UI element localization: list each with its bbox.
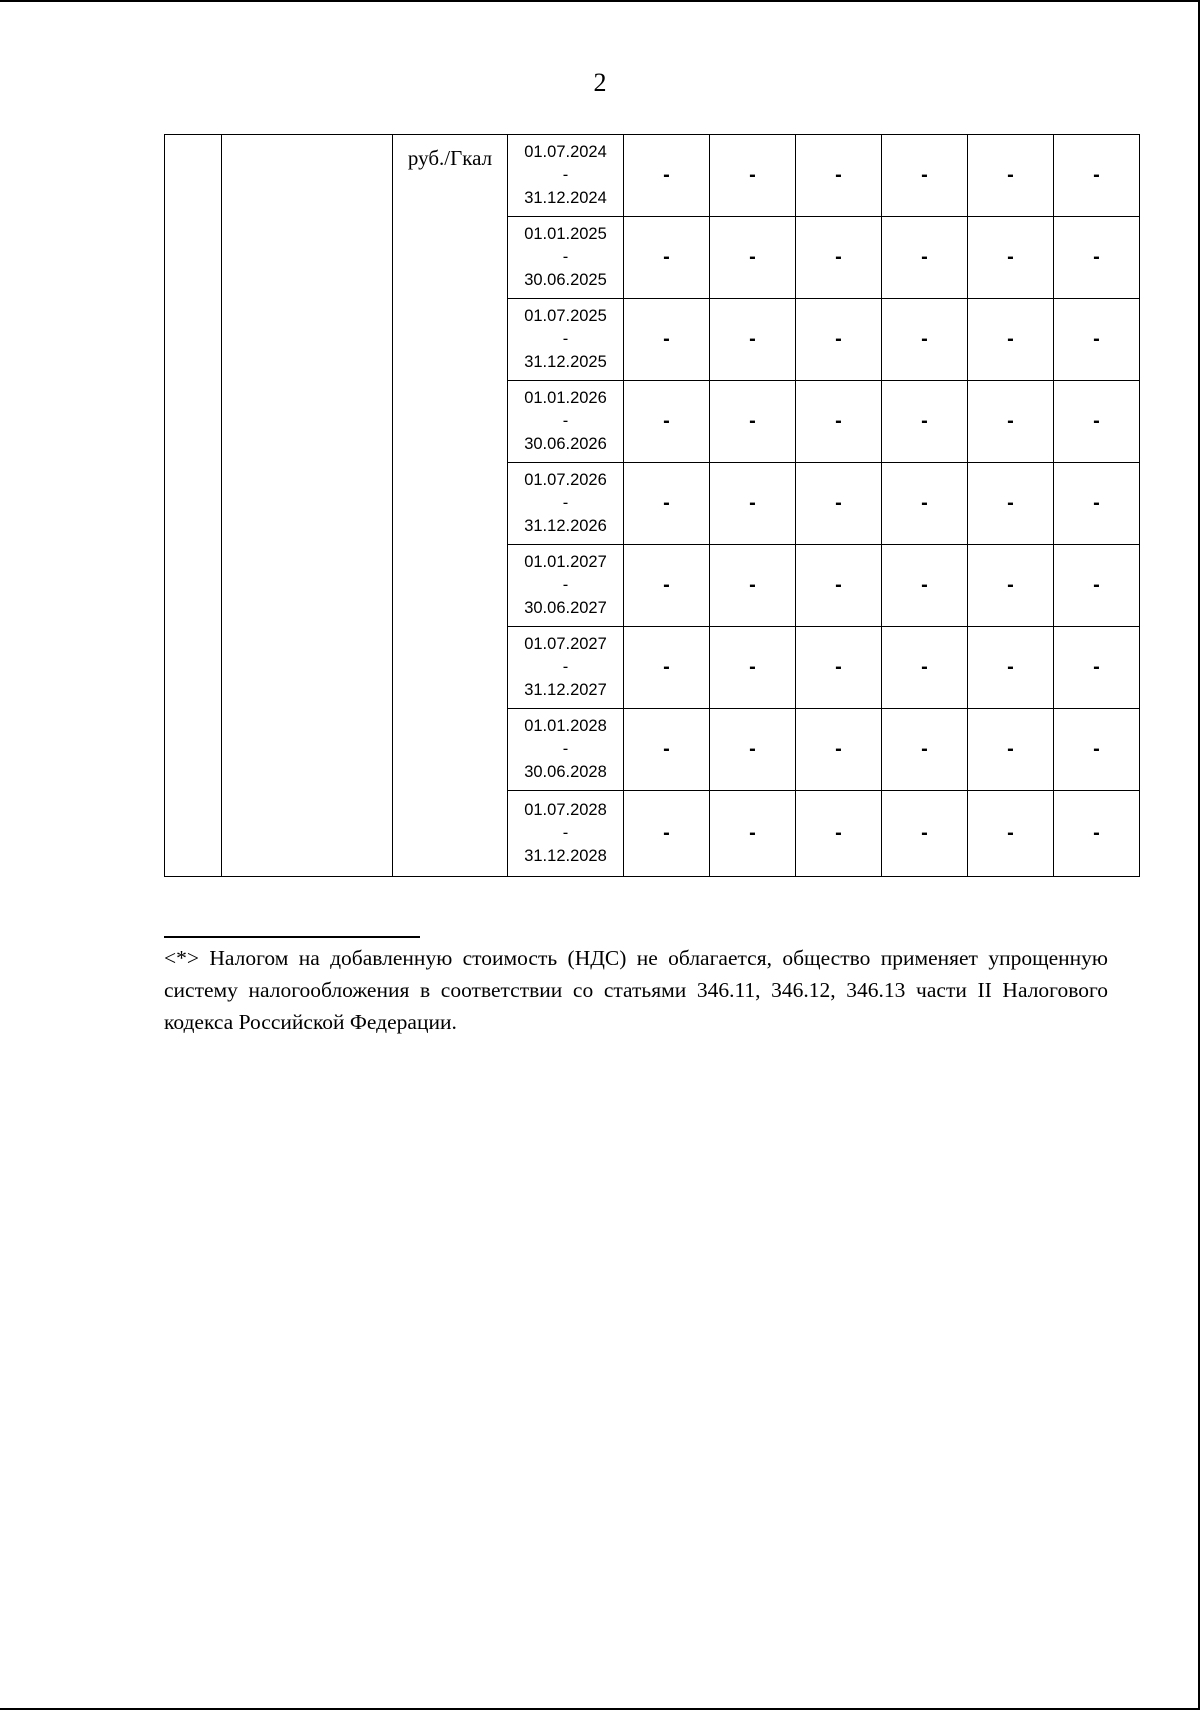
value-cell: - bbox=[1054, 135, 1140, 217]
period-separator: - bbox=[562, 740, 569, 758]
value-cell: - bbox=[968, 791, 1054, 877]
value-cell: - bbox=[710, 791, 796, 877]
value-cell: - bbox=[796, 299, 882, 381]
table-row bbox=[165, 135, 1140, 217]
period-separator: - bbox=[562, 166, 569, 184]
value-cell: - bbox=[968, 709, 1054, 791]
value-cell: - bbox=[710, 217, 796, 299]
period-separator: - bbox=[562, 494, 569, 512]
period-separator: - bbox=[562, 330, 569, 348]
period-from: 01.07.2025 bbox=[524, 307, 607, 325]
period-cell bbox=[508, 135, 624, 217]
table-body bbox=[165, 135, 1140, 877]
value-cell: - bbox=[882, 299, 968, 381]
row-number-cell bbox=[165, 135, 222, 877]
value-cell: - bbox=[624, 381, 710, 463]
period-to: 31.12.2027 bbox=[524, 681, 607, 699]
period-from: 01.07.2024 bbox=[524, 143, 607, 161]
period-from: 01.01.2026 bbox=[524, 389, 607, 407]
value-cell: - bbox=[624, 709, 710, 791]
value-cell: - bbox=[968, 545, 1054, 627]
period-cell bbox=[508, 709, 624, 791]
value-cell: - bbox=[710, 463, 796, 545]
period-cell bbox=[508, 217, 624, 299]
period-to: 30.06.2025 bbox=[524, 271, 607, 289]
value-cell: - bbox=[1054, 217, 1140, 299]
value-cell: - bbox=[1054, 299, 1140, 381]
value-cell: - bbox=[710, 299, 796, 381]
value-cell: - bbox=[624, 463, 710, 545]
value-cell: - bbox=[1054, 627, 1140, 709]
value-cell: - bbox=[624, 627, 710, 709]
value-cell: - bbox=[882, 217, 968, 299]
item-name-cell bbox=[222, 135, 393, 877]
value-cell: - bbox=[882, 463, 968, 545]
footnote-text: <*> Налогом на добавленную стоимость (НДС) не облагается, общество применяет упрощенную систему налогообложения в соответствии со статьями 346.11, 346.12, 346.13 части II Налогового кодекса Российской Федерации. bbox=[164, 946, 1108, 1034]
value-cell: - bbox=[968, 381, 1054, 463]
period-to: 31.12.2024 bbox=[524, 189, 607, 207]
period-to: 30.06.2028 bbox=[524, 763, 607, 781]
tariff-table bbox=[164, 134, 1140, 877]
value-cell: - bbox=[624, 545, 710, 627]
value-cell: - bbox=[968, 627, 1054, 709]
value-cell: - bbox=[968, 299, 1054, 381]
period-from: 01.07.2027 bbox=[524, 635, 607, 653]
period-from: 01.01.2027 bbox=[524, 553, 607, 571]
value-cell: - bbox=[1054, 545, 1140, 627]
value-cell: - bbox=[796, 627, 882, 709]
value-cell: - bbox=[1054, 791, 1140, 877]
value-cell: - bbox=[968, 463, 1054, 545]
value-cell: - bbox=[710, 627, 796, 709]
value-cell: - bbox=[624, 299, 710, 381]
period-to: 31.12.2025 bbox=[524, 353, 607, 371]
period-to: 30.06.2026 bbox=[524, 435, 607, 453]
period-separator: - bbox=[562, 824, 569, 842]
period-cell bbox=[508, 627, 624, 709]
period-separator: - bbox=[562, 658, 569, 676]
value-cell: - bbox=[710, 381, 796, 463]
value-cell: - bbox=[796, 791, 882, 877]
value-cell: - bbox=[1054, 381, 1140, 463]
value-cell: - bbox=[624, 217, 710, 299]
period-from: 01.07.2028 bbox=[524, 801, 607, 819]
value-cell: - bbox=[796, 545, 882, 627]
period-from: 01.01.2025 bbox=[524, 225, 607, 243]
value-cell: - bbox=[882, 791, 968, 877]
value-cell: - bbox=[624, 791, 710, 877]
value-cell: - bbox=[882, 135, 968, 217]
scan-edge-top bbox=[0, 0, 1200, 2]
value-cell: - bbox=[710, 709, 796, 791]
value-cell: - bbox=[882, 627, 968, 709]
footnote-rule bbox=[164, 936, 420, 938]
unit-cell: руб./Гкал bbox=[393, 135, 508, 877]
value-cell: - bbox=[624, 135, 710, 217]
value-cell: - bbox=[710, 545, 796, 627]
period-cell bbox=[508, 381, 624, 463]
value-cell: - bbox=[882, 709, 968, 791]
period-cell bbox=[508, 791, 624, 877]
period-from: 01.01.2028 bbox=[524, 717, 607, 735]
value-cell: - bbox=[796, 217, 882, 299]
period-cell bbox=[508, 299, 624, 381]
period-cell bbox=[508, 545, 624, 627]
period-to: 31.12.2026 bbox=[524, 517, 607, 535]
value-cell: - bbox=[1054, 463, 1140, 545]
period-from: 01.07.2026 bbox=[524, 471, 607, 489]
period-cell bbox=[508, 463, 624, 545]
value-cell: - bbox=[796, 135, 882, 217]
value-cell: - bbox=[796, 709, 882, 791]
value-cell: - bbox=[882, 381, 968, 463]
value-cell: - bbox=[968, 217, 1054, 299]
value-cell: - bbox=[796, 463, 882, 545]
period-to: 30.06.2027 bbox=[524, 599, 607, 617]
value-cell: - bbox=[882, 545, 968, 627]
value-cell: - bbox=[796, 381, 882, 463]
period-separator: - bbox=[562, 576, 569, 594]
period-separator: - bbox=[562, 412, 569, 430]
value-cell: - bbox=[1054, 709, 1140, 791]
period-separator: - bbox=[562, 248, 569, 266]
page-number: 2 bbox=[593, 68, 607, 97]
value-cell: - bbox=[710, 135, 796, 217]
value-cell: - bbox=[968, 135, 1054, 217]
period-to: 31.12.2028 bbox=[524, 847, 607, 865]
